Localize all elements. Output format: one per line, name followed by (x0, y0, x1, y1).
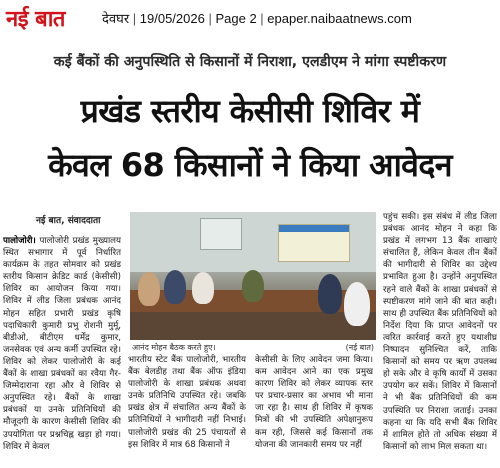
caption-text: आनंद मोहन बैठक करते हुए। (132, 343, 216, 352)
photo-banner (278, 224, 350, 262)
photo-person (318, 274, 342, 314)
article-subheadline: कई बैंकों की अनुपस्थिति से किसानों में निराशा, एलडीएम ने मांगा स्पष्टीकरण (53, 54, 447, 70)
headline-line-2: केवल 68 किसानों ने किया आवेदन (48, 146, 452, 184)
newspaper-logo: नई बात (6, 7, 65, 32)
edition-info (102, 9, 412, 27)
separator: | (132, 11, 140, 26)
location-lead: पालोजोरी। (3, 236, 36, 246)
photo-wall-screen (200, 218, 242, 250)
article-column-3: केसीसी के लिए आवेदन जमा किया। कम आवेदन आने का एक प्रमुख कारण शिविर को लेकर व्यापक स्तर पर प्रचार-प्रसार का अभाव भी माना जा रहा है। साथ ही शिविर में कृषक मित्रों की भी उपस्थिति अपेक्षानुरूप कम रही, जिससे कई किसानों तक योजना की जानकारी समय पर नहीं (255, 355, 373, 450)
separator: | (208, 11, 216, 26)
headline-line-1: प्रखंड स्तरीय केसीसी शिविर में (80, 92, 420, 130)
photo-person (192, 272, 214, 304)
edition-city: देवघर (102, 11, 130, 26)
photo-floor (130, 312, 376, 340)
article-column-2: भारतीय स्टेट बैंक पालोजोरी, भारतीय बैंक बेलडीह तथा बैंक ऑफ इंडिया पालोजोरी के शाखा प्रबंधक अथवा उनके प्रतिनिधि उपस्थित रहे। जबकि प्रखंड क्षेत्र में संचालित अन्य बैंकों के प्रतिनिधियों ने भागीदारी नहीं निभाई। पालोजोरी प्रखंड की 25 पंचायतों से इस शिविर में मात्र 68 किसानों ने (128, 355, 246, 450)
column-1-text: पालोजोरी प्रखंड मुख्यालय स्थित सभागार में पूर्व निर्धारित कार्यक्रम के तहत सोमवार को प्रखंड स्तरीय किसान क्रेडिट कार्ड (केसीसी) शिविर का आयोजन किया गया। शिविर में लीड जिला प्रबंधक आनंद मोहन सहित प्रभारी प्रखंड कृषि पदाधिकारी कुमारी प्रभु रोशनी मुर्मू, बीडीओ, बीटीएम धर्मेंद्र कुमार, जनसेवक एवं अन्य कर्मी उपस्थित रहे। शिविर को लेकर पालोजोरी के कई बैंकों के शाखा प्रबंधकों का रवैया गैर-जिम्मेदाराना रहा और वे शिविर से अनुपस्थित रहे। बैंकों के शाखा प्रबंधकों या उनके प्रतिनिधियों की मौजूदगी के कारण केसीसी शिविर की उपयोगिता पर प्रश्नचिह्न खड़ा हो गया। शिविर में केवल (3, 236, 121, 452)
article-photo (130, 212, 376, 340)
photo-credit: (नई बात) (345, 343, 374, 352)
dateline: नई बात, संवाददाता (36, 216, 101, 226)
masthead (0, 0, 500, 36)
article-column-4: पहुंच सकी। इस संबंध में लीड जिला प्रबंधक आनंद मोहन ने कहा कि प्रखंड में लगभग 13 बैंक शाखाएं संचालित हैं, लेकिन केवल तीन बैंकों की भागीदारी से शिविर का उद्देश्य प्रभावित हुआ है। उन्होंने अनुपस्थित रहने वाले बैंकों के शाखा प्रबंधकों से स्पष्टीकरण मांगे जाने की बात कही। साथ ही उपस्थित बैंक प्रतिनिधियों को निर्देश दिया कि प्राप्त आवेदनों पर त्वरित कार्रवाई करते हुए यथाशीघ्र निष्पादन सुनिश्चित करें, ताकि किसानों को समय पर ऋण उपलब्ध हो सके और वे कृषि कार्यों में उसका उपयोग कर सकें। शिविर में किसानों ने भी बैंक प्रतिनिधियों की कम उपस्थिति पर निराशा जताई। उनका कहना था कि यदि सभी बैंक शिविर में शामिल होते तो अधिक संख्या में किसानों को लाभ मिल सकता था। (383, 212, 497, 452)
epaper-url[interactable]: epaper.naibaatnews.com (267, 11, 412, 26)
photo-person (344, 282, 370, 326)
photo-person (164, 270, 186, 304)
photo-banner-strip (279, 225, 349, 232)
photo-person (242, 270, 264, 302)
separator: | (260, 11, 268, 26)
edition-date: 19/05/2026 (139, 11, 205, 26)
article-column-1 (3, 235, 121, 467)
photo-person (138, 272, 160, 306)
page-number: Page 2 (215, 11, 257, 26)
